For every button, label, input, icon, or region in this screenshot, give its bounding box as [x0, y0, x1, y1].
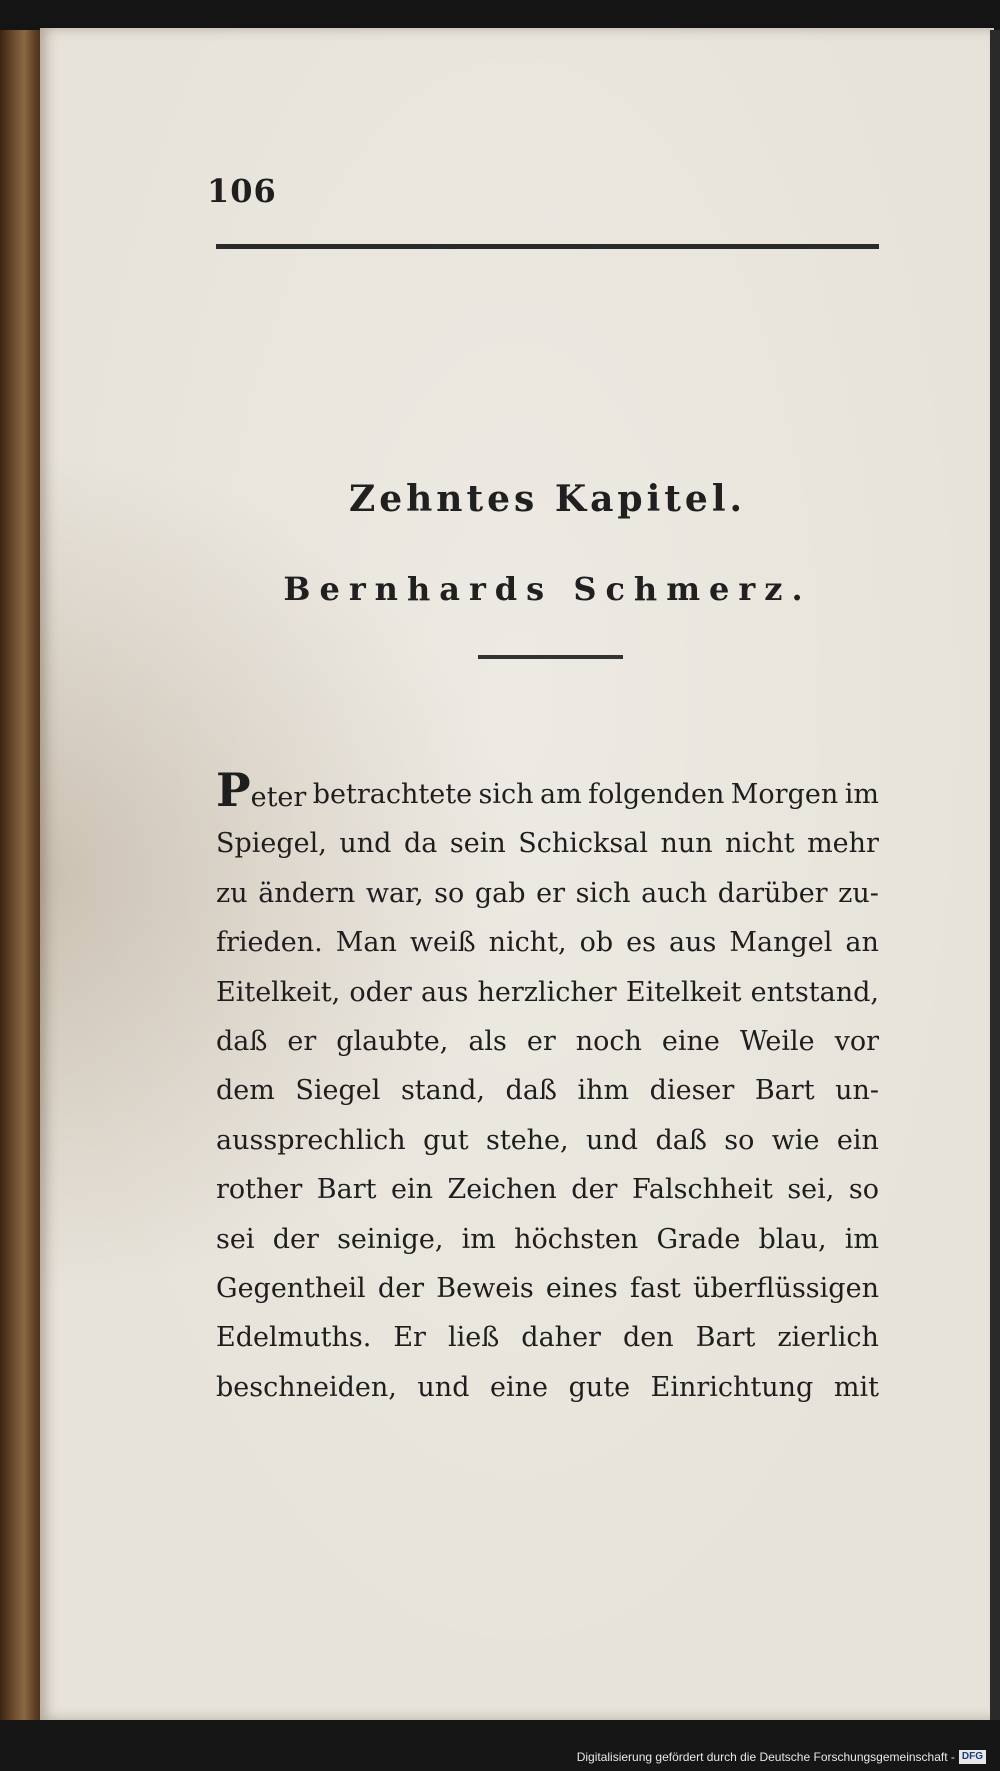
word: daß [505, 1075, 557, 1107]
drop-cap: P [216, 763, 251, 817]
word: aussprechlich [216, 1124, 406, 1156]
word: nun [660, 828, 713, 860]
word: mit [833, 1371, 879, 1403]
word: zu- [838, 877, 879, 909]
text-line [216, 1116, 879, 1165]
header-rule [216, 244, 879, 249]
word: und [586, 1124, 639, 1156]
word: sich [575, 877, 631, 909]
word: entstand, [750, 976, 879, 1008]
word: Mangel [729, 927, 833, 959]
text-line [216, 1066, 879, 1115]
word: stand, [400, 1075, 486, 1107]
word [216, 763, 307, 819]
word: Zeichen [447, 1174, 557, 1206]
word: es [626, 927, 657, 959]
text-line [216, 1215, 879, 1264]
body-text [216, 763, 879, 1412]
word: gab [474, 877, 526, 909]
word: mehr [807, 828, 879, 860]
word: eine [661, 1025, 720, 1057]
word: zierlich [777, 1322, 879, 1354]
chapter-subtitle: Bernhards Schmerz. [283, 570, 812, 608]
word: er [526, 1025, 556, 1057]
word: oder [349, 976, 412, 1008]
word: daß [216, 1025, 268, 1057]
word: beschneiden, [216, 1371, 397, 1403]
word: Man [335, 927, 397, 959]
word: ein [836, 1124, 879, 1156]
word: weiß [409, 927, 476, 959]
word: er [536, 877, 565, 909]
word: Einrichtung [650, 1371, 814, 1403]
word: sich [478, 779, 534, 810]
word: wie [771, 1124, 820, 1156]
word: Siegel [295, 1075, 381, 1107]
word: im [844, 1223, 879, 1255]
word: der [272, 1223, 319, 1255]
word: als [468, 1025, 507, 1057]
word: so [724, 1124, 755, 1156]
word: Eitelkeit, [216, 976, 341, 1008]
word: blau, [758, 1223, 827, 1255]
word: nicht [725, 828, 795, 860]
word: daher [521, 1322, 601, 1354]
word: am [539, 779, 582, 810]
word: dem [216, 1075, 275, 1107]
word: höchsten [514, 1223, 639, 1255]
word: Er [393, 1322, 426, 1354]
word: Falschheit [631, 1174, 773, 1206]
text-line [216, 1313, 879, 1362]
text-line [216, 763, 879, 819]
word: ein [391, 1174, 434, 1206]
word: un- [835, 1075, 879, 1107]
word: sei [216, 1223, 255, 1255]
word: aus [669, 927, 717, 959]
word: Eitelkeit [625, 976, 742, 1008]
word: betrachtete [312, 779, 473, 810]
word: herzlicher [477, 976, 617, 1008]
word: daß [655, 1124, 707, 1156]
word: Weile [739, 1025, 815, 1057]
dfg-logo: DFG [959, 1750, 986, 1764]
word: gute [568, 1371, 631, 1403]
word: Bart [754, 1075, 815, 1107]
word: so [434, 877, 465, 909]
word: noch [575, 1025, 642, 1057]
word: Edelmuths. [216, 1322, 372, 1354]
text-line [216, 918, 879, 967]
word: ob [579, 927, 614, 959]
word: den [622, 1322, 674, 1354]
word: ließ [447, 1322, 500, 1354]
word: so [848, 1174, 879, 1206]
text-line [216, 1017, 879, 1066]
text-line [216, 819, 879, 868]
credit-text: Digitalisierung gefördert durch die Deutsche Forschungsgemeinschaft - [576, 1750, 955, 1764]
word: auch [641, 877, 708, 909]
word: Spiegel, [216, 828, 327, 860]
word: aus [421, 976, 469, 1008]
word: Morgen [730, 779, 839, 810]
word: eines [545, 1272, 618, 1304]
text-line [216, 1363, 879, 1412]
scan-top-border [0, 0, 1000, 30]
word: vor [834, 1025, 879, 1057]
word: rother [216, 1174, 303, 1206]
word: folgenden [588, 779, 725, 810]
word: im [844, 779, 879, 810]
word: und [417, 1371, 470, 1403]
word: im [461, 1223, 496, 1255]
word: der [377, 1272, 425, 1304]
text-line [216, 869, 879, 918]
word: gut [423, 1124, 469, 1156]
word: nicht, [488, 927, 567, 959]
word: darüber [717, 877, 828, 909]
word-rest: eter [250, 782, 307, 813]
word: an [845, 927, 879, 959]
word: Grade [656, 1223, 741, 1255]
word: dieser [649, 1075, 735, 1107]
word: da [403, 828, 438, 860]
digitization-credit [577, 1750, 986, 1764]
word: Beweis [436, 1272, 534, 1304]
text-line [216, 1264, 879, 1313]
text-line [216, 1165, 879, 1214]
chapter-title: Zehntes Kapitel. [348, 478, 747, 520]
word: er [287, 1025, 317, 1057]
text-line [216, 968, 879, 1017]
word: Gegentheil [216, 1272, 366, 1304]
book-spine-edge [0, 30, 44, 1720]
word: der [571, 1174, 618, 1206]
word: glaubte, [336, 1025, 449, 1057]
word: zu [216, 877, 248, 909]
word: Bart [695, 1322, 756, 1354]
word: überflüssigen [693, 1272, 879, 1304]
word: Bart [316, 1174, 377, 1206]
word: ändern [258, 877, 356, 909]
word: sein [449, 828, 506, 860]
word: ihm [577, 1075, 630, 1107]
word: stehe, [485, 1124, 569, 1156]
word: fast [629, 1272, 681, 1304]
word: und [339, 828, 392, 860]
word: Schicksal [518, 828, 648, 860]
word: frieden. [216, 927, 323, 959]
scan-right-border [990, 30, 1000, 1720]
title-divider [478, 655, 623, 659]
word: eine [490, 1371, 549, 1403]
word: sei, [787, 1174, 835, 1206]
word: war, [365, 877, 424, 909]
page-number: 106 [207, 172, 277, 210]
word: seinige, [337, 1223, 444, 1255]
